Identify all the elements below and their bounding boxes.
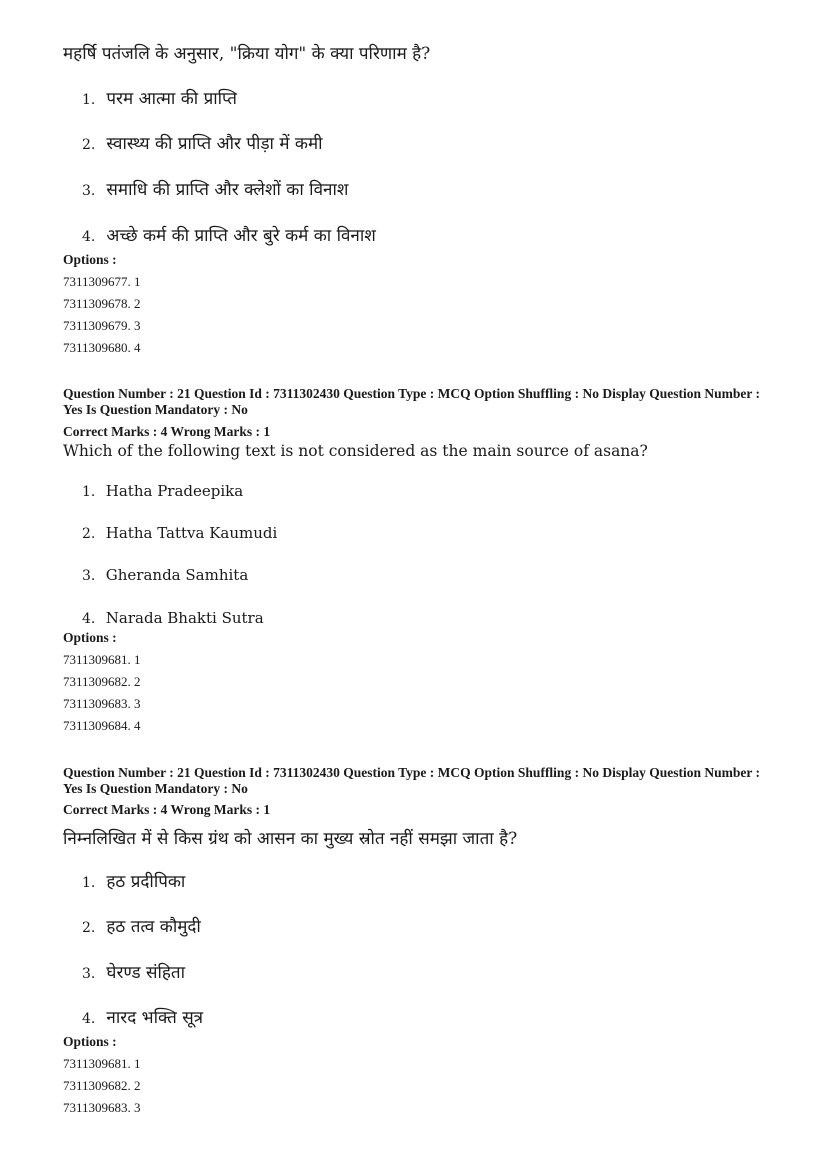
- choice-2: 2. स्वास्थ्य की प्राप्ति और पीड़ा में कमी: [82, 134, 323, 154]
- option-id: 7311309682. 2: [63, 1078, 141, 1093]
- choice-4: 4. नारद भक्ति सूत्र: [82, 1008, 204, 1028]
- choice-text: घेरण्ड संहिता: [106, 963, 185, 983]
- options-label: Options :: [63, 1034, 117, 1049]
- choice-1: 1. हठ प्रदीपिका: [82, 872, 186, 892]
- question-meta: Question Number : 21 Question Id : 7311302430 Question Type : MCQ Option Shuffling : No Display Question Number : Yes Is Question Mandatory : No: [63, 765, 760, 796]
- question-text: निम्नलिखित में से किस ग्रंथ को आसन का मुख्य स्रोत नहीं समझा जाता है?: [63, 829, 518, 849]
- option-id: 7311309679. 3: [63, 318, 141, 333]
- options-label: Options :: [63, 630, 117, 645]
- choice-1: 1. परम आत्मा की प्राप्ति: [82, 89, 237, 109]
- choice-text: हठ प्रदीपिका: [106, 872, 186, 892]
- choice-3: 3. घेरण्ड संहिता: [82, 963, 185, 983]
- marks-info: Correct Marks : 4 Wrong Marks : 1: [63, 802, 271, 817]
- choice-3: 3. समाधि की प्राप्ति और क्लेशों का विनाश: [82, 180, 349, 200]
- marks-info: Correct Marks : 4 Wrong Marks : 1: [63, 424, 271, 439]
- choice-text: स्वास्थ्य की प्राप्ति और पीड़ा में कमी: [106, 134, 323, 154]
- choice-1: 1. Hatha Pradeepika: [82, 482, 244, 500]
- choice-text: Hatha Tattva Kaumudi: [105, 524, 278, 542]
- choice-4: 4. Narada Bhakti Sutra: [82, 609, 264, 627]
- option-id: 7311309681. 1: [63, 652, 141, 667]
- choice-text: परम आत्मा की प्राप्ति: [106, 89, 237, 109]
- option-id: 7311309683. 3: [63, 696, 141, 711]
- choice-2: 2. हठ तत्व कौमुदी: [82, 917, 201, 937]
- option-id: 7311309677. 1: [63, 274, 141, 289]
- option-id: 7311309680. 4: [63, 340, 141, 355]
- question-meta: Question Number : 21 Question Id : 7311302430 Question Type : MCQ Option Shuffling : No Display Question Number : Yes Is Question Mandatory : No: [63, 386, 760, 417]
- option-id: 7311309684. 4: [63, 718, 141, 733]
- choice-text: Gheranda Samhita: [105, 566, 249, 584]
- choice-text: अच्छे कर्म की प्राप्ति और बुरे कर्म का विनाश: [106, 226, 376, 246]
- option-id: 7311309681. 1: [63, 1056, 141, 1071]
- choice-3: 3. Gheranda Samhita: [82, 566, 249, 584]
- choice-text: Hatha Pradeepika: [105, 482, 244, 500]
- choice-4: 4. अच्छे कर्म की प्राप्ति और बुरे कर्म का विनाश: [82, 226, 376, 246]
- choice-2: 2. Hatha Tattva Kaumudi: [82, 524, 278, 542]
- option-id: 7311309678. 2: [63, 296, 141, 311]
- choice-text: हठ तत्व कौमुदी: [106, 917, 201, 937]
- choice-text: Narada Bhakti Sutra: [105, 609, 264, 627]
- choice-text: नारद भक्ति सूत्र: [106, 1008, 204, 1028]
- option-id: 7311309682. 2: [63, 674, 141, 689]
- question-text: महर्षि पतंजलि के अनुसार, "क्रिया योग" के क्या परिणाम है?: [63, 44, 431, 64]
- question-text: Which of the following text is not considered as the main source of asana?: [63, 442, 648, 460]
- choice-text: समाधि की प्राप्ति और क्लेशों का विनाश: [106, 180, 349, 200]
- options-label: Options :: [63, 252, 117, 267]
- option-id: 7311309683. 3: [63, 1100, 141, 1115]
